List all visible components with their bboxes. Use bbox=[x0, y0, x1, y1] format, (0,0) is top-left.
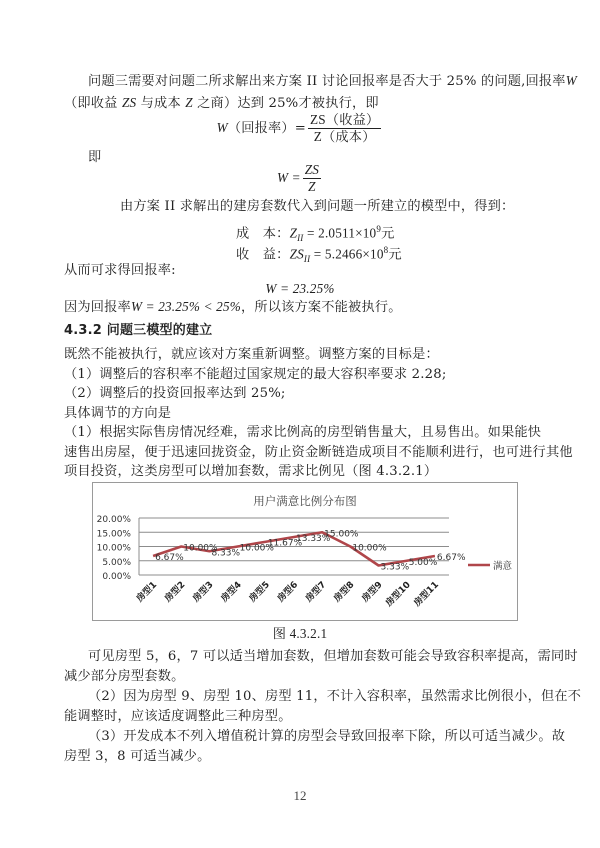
paragraph-intro-line-2 bbox=[64, 94, 379, 113]
legend bbox=[468, 560, 513, 572]
data-label: 5.00% bbox=[408, 557, 438, 568]
y-tick-label: 15.00% bbox=[96, 529, 131, 540]
page-number: 12 bbox=[293, 788, 307, 803]
text: ，所以该方案不能被执行。 bbox=[240, 300, 402, 315]
x-tick-label: 房型5 bbox=[247, 580, 272, 605]
denominator: Z（成本） bbox=[313, 129, 376, 144]
paragraph-conclusion bbox=[64, 298, 402, 317]
list-item-direction-1-line-1: （1）根据实际售房情况经难，需求比例高的房型销售量大，且易售出。如果能快 bbox=[64, 425, 542, 440]
math-var-w: W bbox=[565, 73, 577, 88]
cost-unit: 元 bbox=[381, 226, 395, 242]
paragraph-analysis-2-line-1: （2）因为房型 9、房型 10、房型 11，不计入容积率，虽然需求比例很小，但在不 bbox=[88, 689, 582, 704]
math-var-z: Z bbox=[185, 95, 193, 110]
revenue-label: 收 益： bbox=[236, 247, 290, 263]
data-labels bbox=[155, 529, 466, 572]
list-item-goal-1: （1）调整后的容积率不能超过国家规定的最大容积率要求 2.28; bbox=[64, 367, 447, 382]
data-label: 13.33% bbox=[296, 534, 331, 545]
x-tick-label: 房型3 bbox=[191, 580, 216, 605]
y-tick-label: 10.00% bbox=[96, 543, 131, 554]
numerator: ZS（收益） bbox=[310, 112, 380, 127]
text: 因为回报率 bbox=[64, 300, 131, 315]
data-label: 6.67% bbox=[436, 552, 466, 563]
legend-label: 满意 bbox=[493, 560, 513, 572]
eq-lhs: W = bbox=[276, 170, 301, 185]
x-tick-label: 房型10 bbox=[384, 580, 413, 609]
data-label: 8.33% bbox=[211, 548, 241, 559]
revenue-result bbox=[236, 241, 402, 268]
revenue-exponent: 8 bbox=[383, 245, 389, 255]
data-label: 11.67% bbox=[267, 538, 303, 549]
x-tick-label: 房型2 bbox=[163, 580, 188, 605]
chart-title: 用户满意比例分布图 bbox=[253, 494, 357, 508]
equation-return-rate-definition bbox=[0, 112, 600, 145]
y-tick-label: 0.00% bbox=[102, 572, 131, 582]
paragraph-substitution: 由方案 II 求解出的建房套数代入到问题一所建立的模型中，得到： bbox=[120, 199, 515, 214]
denominator: Z bbox=[308, 179, 316, 194]
paragraph-direction: 具体调节的方向是 bbox=[64, 406, 172, 421]
fraction bbox=[303, 162, 321, 195]
revenue-var: ZS bbox=[289, 246, 304, 262]
x-tick-label: 房型7 bbox=[304, 580, 329, 605]
paragraph-compute-return: 从而可求得回报率: bbox=[64, 263, 176, 278]
data-label: 10.00% bbox=[183, 543, 218, 554]
paragraph-analysis-3-line-1: （3）开发成本不列入增值税计算的房型会导致回报率下除，所以可适当减少。故 bbox=[88, 729, 566, 744]
x-tick-label: 房型1 bbox=[134, 580, 160, 605]
data-label: 10.00% bbox=[239, 543, 274, 554]
fraction bbox=[308, 112, 381, 145]
x-tick-label: 房型11 bbox=[412, 580, 442, 609]
paragraph-adjust-goal: 既然不能被执行，就应该对方案重新调整。调整方案的目标是： bbox=[64, 347, 439, 362]
text: 之商）达到 25%才被执行，即 bbox=[192, 96, 379, 111]
numerator: ZS bbox=[304, 162, 320, 177]
cost-value: = 2.0511×10 bbox=[303, 225, 377, 241]
y-tick-label: 5.00% bbox=[102, 557, 131, 568]
y-tick-label: 20.00% bbox=[96, 515, 131, 525]
revenue-subscript: II bbox=[303, 254, 311, 265]
line-chart bbox=[93, 483, 517, 620]
ji-label: 即 bbox=[88, 150, 102, 165]
paragraph-analysis-1-line-1: 可见房型 5，6，7 可以适当增加套数，但增加套数可能会导致容积率提高，需同时 bbox=[88, 649, 578, 664]
cost-exponent: 9 bbox=[376, 224, 382, 234]
y-axis-ticks bbox=[97, 515, 132, 582]
equation-w-value: W = 23.25% bbox=[265, 281, 335, 296]
text: 问题三需要对问题二所求解出来方案 II 讨论回报率是否大于 25% 的问题,回报率 bbox=[88, 74, 566, 89]
figure-caption: 图 4.3.2.1 bbox=[272, 626, 328, 641]
chart-container bbox=[92, 482, 518, 621]
cost-label: 成 本： bbox=[236, 226, 290, 242]
x-tick-label: 房型4 bbox=[219, 580, 244, 605]
data-label: 3.33% bbox=[380, 562, 410, 573]
x-tick-label: 房型8 bbox=[332, 580, 357, 605]
paragraph-analysis-1-line-2: 减少部分房型套数。 bbox=[64, 669, 185, 684]
x-tick-label: 房型9 bbox=[360, 580, 385, 605]
cost-var: Z bbox=[289, 225, 298, 241]
revenue-unit: 元 bbox=[388, 247, 402, 263]
list-item-goal-2: （2）调整后的投资回报率达到 25%; bbox=[64, 386, 286, 401]
data-label: 6.67% bbox=[155, 552, 184, 563]
section-heading: 4.3.2 问题三模型的建立 bbox=[64, 323, 213, 338]
math-var-zs: ZS bbox=[121, 95, 137, 110]
paragraph-intro-line-1 bbox=[88, 72, 577, 91]
data-label: 10.00% bbox=[352, 543, 387, 554]
inequality: W = 23.25% < 25% bbox=[130, 299, 241, 314]
eq-lhs: W bbox=[216, 120, 228, 135]
paragraph-analysis-2-line-2: 能调整时，应该适度调整此三种房型。 bbox=[64, 709, 292, 724]
equation-w-simplified bbox=[0, 162, 600, 195]
eq-lhs-label: （回报率）= bbox=[227, 121, 307, 136]
x-tick-label: 房型6 bbox=[275, 580, 301, 605]
list-item-direction-1-line-2: 速售出房屋，便于迅速回拢资金，防止资金断链造成项目不能顺利进行，也可进行其他 bbox=[64, 445, 573, 460]
revenue-value: = 5.2466×10 bbox=[310, 246, 384, 262]
cost-subscript: II bbox=[297, 233, 304, 244]
paragraph-analysis-3-line-2: 房型 3，8 可适当减少。 bbox=[64, 749, 211, 764]
x-axis-ticks bbox=[133, 579, 441, 610]
text: 与成本 bbox=[136, 96, 186, 111]
data-label: 15.00% bbox=[324, 529, 359, 540]
list-item-direction-1-line-3: 项目投资，这类房型可以增加套数，需求比例见（图 4.3.2.1） bbox=[64, 464, 438, 479]
text: （即收益 bbox=[64, 96, 122, 111]
